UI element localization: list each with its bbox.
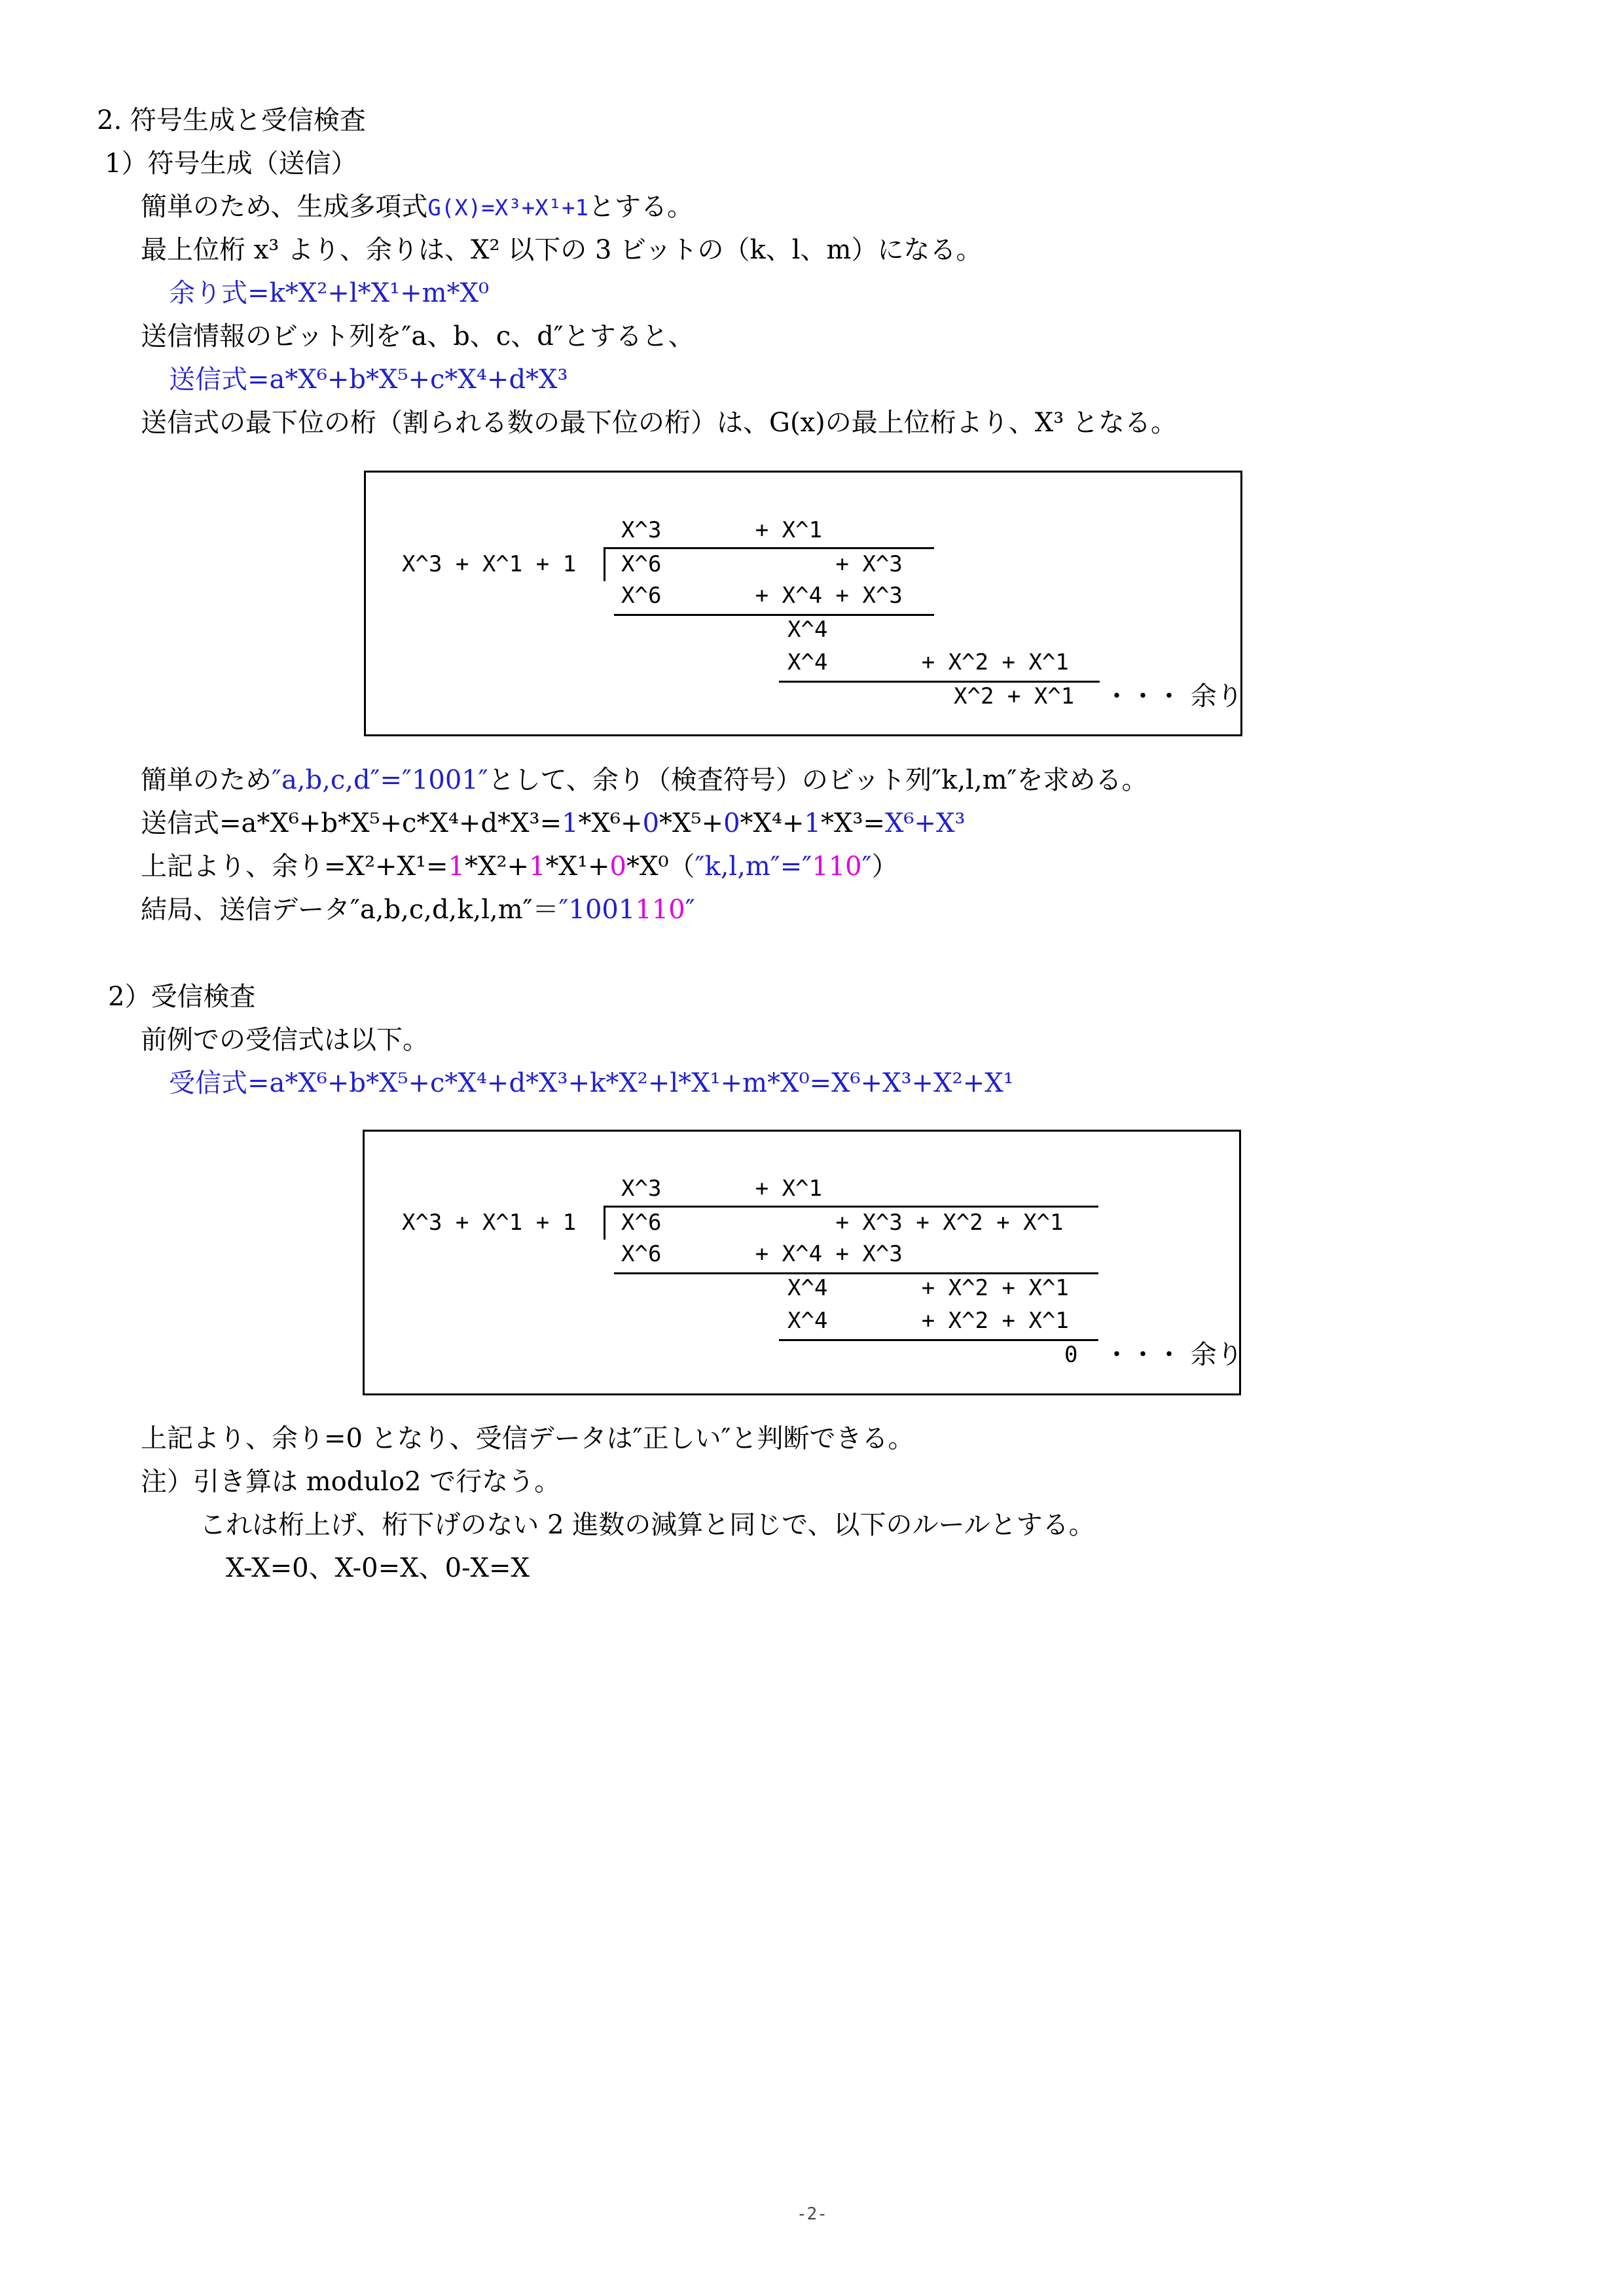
send-calc-b1: 1 [562, 808, 579, 838]
generator-polynomial: G(X)=X³+X¹+1 [427, 195, 589, 221]
note-line: 注）引き算は modulo2 で行なう。 [141, 1467, 561, 1497]
intro-line [141, 191, 693, 224]
send-calc-b4: *X⁵+ [659, 808, 724, 838]
note-detail: これは桁上げ、桁下げのない 2 進数の減算と同じで、以下のルールとする。 [200, 1510, 1095, 1540]
rem-b10: ） [871, 852, 898, 882]
div1-quotient: X^3 + X^1 [621, 517, 823, 543]
div2-remainder-1: X^4 + X^2 + X^1 [787, 1275, 1069, 1301]
page-number: -2- [797, 2204, 827, 2224]
rem-b6: *X⁰（ [626, 852, 695, 882]
example-suffix: として、余り（検査符号）のビット列″k,l,m″を求める。 [488, 765, 1148, 795]
div2-final-remainder: 0 [1064, 1342, 1078, 1368]
div1-remainder-1: X^4 [787, 617, 828, 643]
top-digit-line: 最上位桁 x³ より、余りは、X² 以下の 3 ビットの（k、l、m）になる。 [141, 235, 983, 265]
subsection-1-title: 1）符号生成（送信） [105, 149, 357, 179]
receive-intro: 前例での受信式は以下。 [141, 1025, 429, 1055]
receive-formula: 受信式=a*X⁶+b*X⁵+c*X⁴+d*X³+k*X²+l*X¹+m*X⁰=X⁶+X³+X²+X¹ [169, 1068, 1014, 1098]
remainder-calc-line [141, 851, 898, 882]
example-prefix: 簡単のため [141, 765, 272, 795]
send-calc-line [141, 808, 965, 839]
div1-divisor: X^3 + X^1 + 1 [402, 551, 577, 577]
div2-bracket-side [604, 1206, 605, 1240]
lowest-digit-line: 送信式の最下位の桁（割られる数の最下位の桁）は、G(x)の最上位桁より、X³ となる。 [141, 408, 1177, 438]
rem-b3: 1 [529, 852, 546, 882]
result-b1: ″1001 [558, 895, 636, 925]
send-calc-b2: *X⁶+ [578, 808, 643, 838]
conclusion-line: 上記より、余り=0 となり、受信データは″正しい″と判断できる。 [141, 1424, 914, 1454]
div1-dividend: X^6 + X^3 [621, 551, 903, 577]
div2-bracket-top [604, 1206, 1098, 1208]
send-calc-b7: 1 [804, 808, 821, 838]
send-calc-a: 送信式=a*X⁶+b*X⁵+c*X⁴+d*X³= [141, 808, 562, 838]
send-bits-line: 送信情報のビット列を″a、b、c、d″とすると、 [141, 321, 695, 351]
rem-b7: ″k,l,m″=″ [695, 852, 812, 882]
div2-rule-2 [779, 1339, 1098, 1341]
div2-rule-1 [614, 1272, 1098, 1274]
intro-suffix: とする。 [588, 192, 694, 222]
remainder-formula: 余り式=k*X²+l*X¹+m*X⁰ [169, 278, 490, 308]
div2-divisor: X^3 + X^1 + 1 [402, 1210, 577, 1236]
rem-b4: *X¹+ [545, 852, 610, 882]
send-calc-b9: X⁶+X³ [885, 808, 965, 838]
send-calc-b6: *X⁴+ [740, 808, 804, 838]
section-title: 2. 符号生成と受信検査 [97, 105, 366, 135]
send-calc-b3: 0 [642, 808, 660, 838]
div1-bracket-side [604, 547, 605, 581]
example-line [141, 764, 1148, 796]
rem-b1: 1 [448, 852, 465, 882]
div2-dividend: X^6 + X^3 + X^2 + X^1 [621, 1210, 1064, 1236]
rem-a: 上記より、余り=X²+X¹= [141, 852, 448, 882]
send-calc-b8: *X³= [821, 808, 886, 838]
div1-bracket-top [604, 547, 934, 549]
div1-subtract-1: X^6 + X^4 + X^3 [621, 583, 903, 609]
div2-remark: ・・・ 余り [1104, 1340, 1243, 1370]
div2-subtract-1: X^6 + X^4 + X^3 [621, 1241, 903, 1267]
div1-remark: ・・・ 余り [1104, 681, 1243, 711]
div2-quotient: X^3 + X^1 [621, 1175, 823, 1202]
div1-final-remainder: X^2 + X^1 [954, 683, 1075, 709]
div1-rule-2 [779, 681, 1100, 683]
result-b3: ″ [685, 895, 695, 925]
rem-b2: *X²+ [465, 852, 530, 882]
subtraction-rule: X-X=0、X-0=X、0-X=X [226, 1553, 530, 1583]
div1-rule-1 [614, 614, 934, 616]
example-bits: ″a,b,c,d″=″1001″ [272, 765, 488, 795]
rem-b8: 110 [812, 852, 862, 882]
result-a: 結局、送信データ″a,b,c,d,k,l,m″＝ [141, 895, 559, 925]
send-formula: 送信式=a*X⁶+b*X⁵+c*X⁴+d*X³ [169, 365, 568, 395]
result-b2: 110 [635, 895, 685, 925]
div2-subtract-2: X^4 + X^2 + X^1 [787, 1308, 1069, 1334]
subsection-2-title: 2）受信検査 [108, 982, 256, 1012]
result-line [141, 894, 695, 925]
rem-b9: ″ [861, 852, 872, 882]
intro-prefix: 簡単のため、生成多項式 [141, 192, 428, 222]
rem-b5: 0 [609, 852, 626, 882]
send-calc-b5: 0 [723, 808, 740, 838]
div1-subtract-2: X^4 + X^2 + X^1 [787, 649, 1069, 675]
